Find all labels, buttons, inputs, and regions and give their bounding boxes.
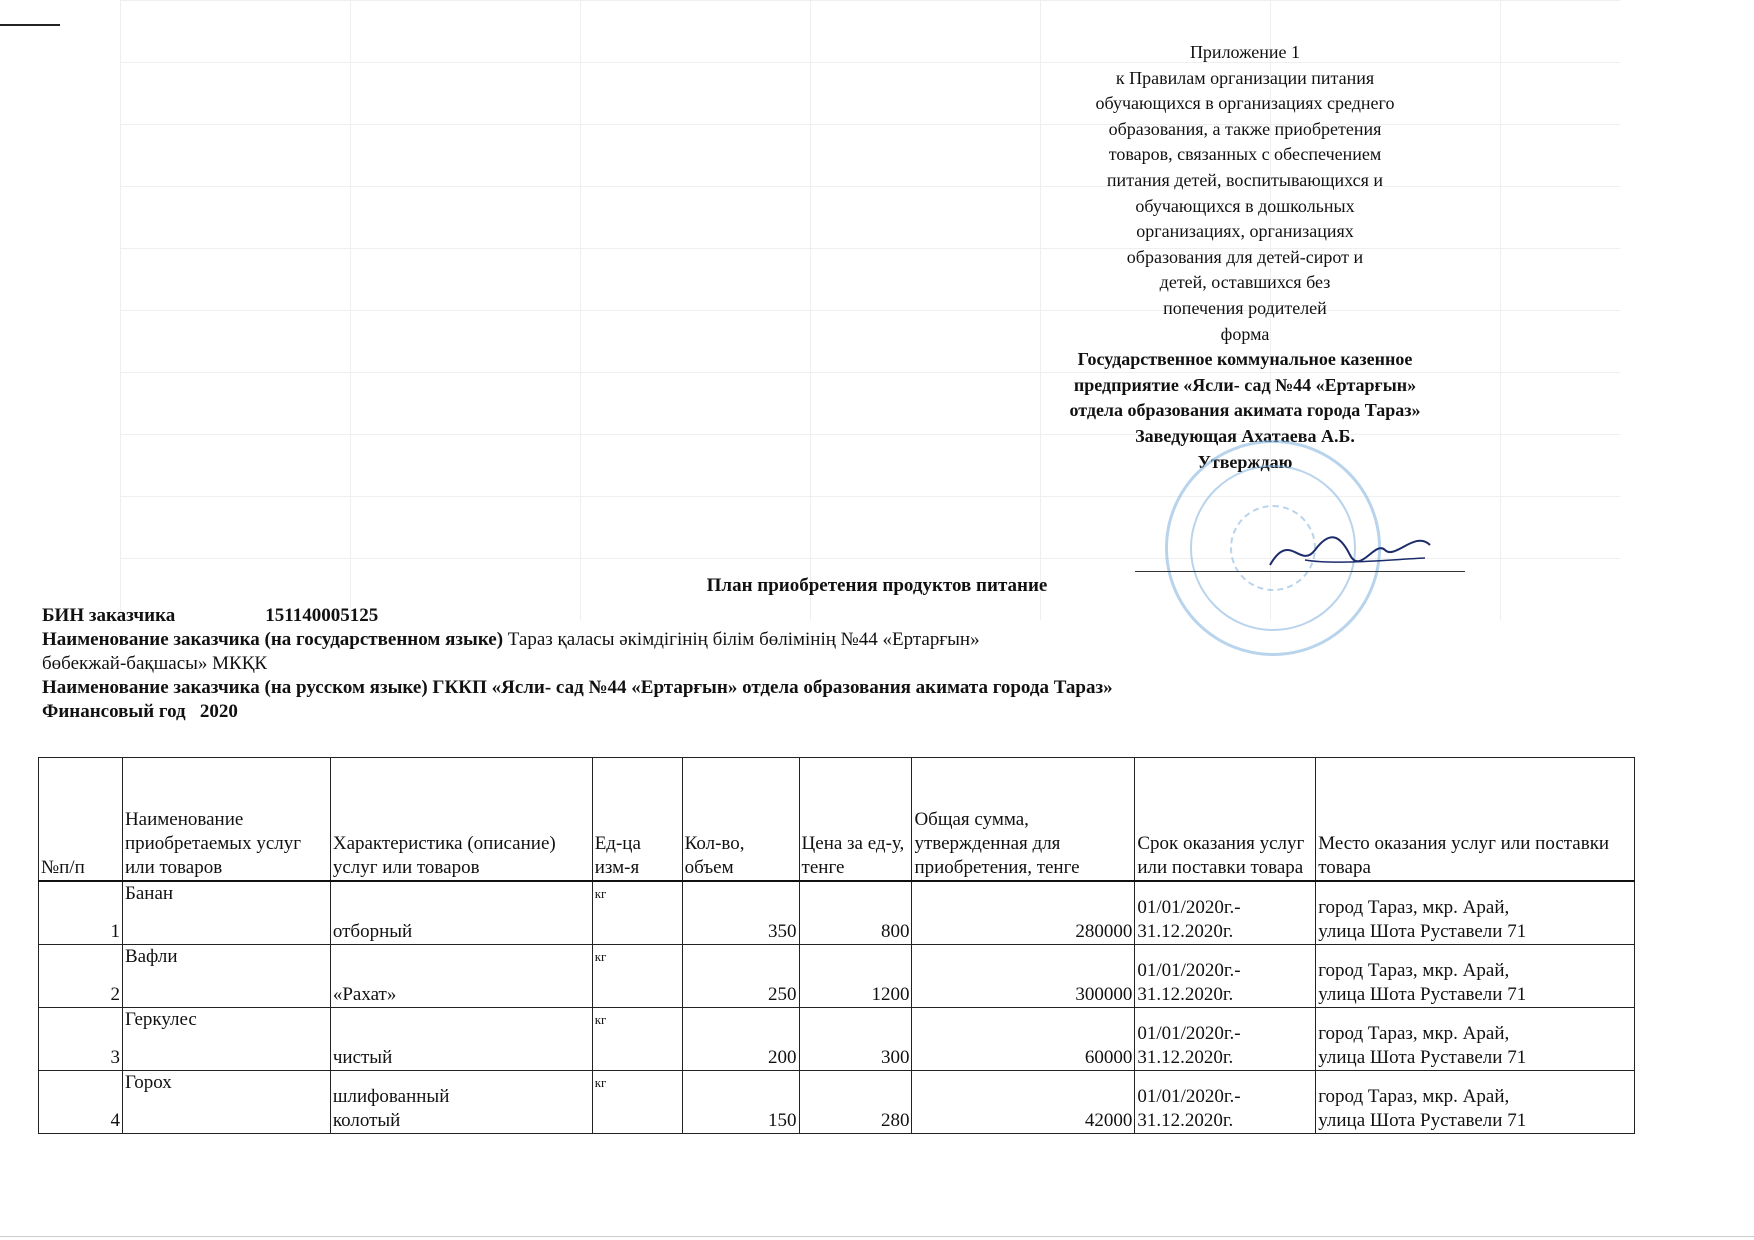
term-end: 31.12.2020г.	[1137, 1047, 1234, 1068]
head-name: Заведующая Ахатаева А.Б.	[1135, 425, 1355, 446]
table-header-row	[39, 758, 1635, 882]
fin-year-value: 2020	[199, 701, 238, 722]
term-start: 01/01/2020г.-	[1137, 960, 1241, 981]
form-label: форма	[1220, 323, 1270, 344]
term-start: 01/01/2020г.-	[1137, 1086, 1241, 1107]
table-row	[39, 881, 1635, 945]
term-start: 01/01/2020г.-	[1137, 897, 1241, 918]
cell-place	[1316, 881, 1635, 945]
annex-title: Приложение 1	[1189, 42, 1301, 62]
term-start: 01/01/2020г.-	[1137, 1023, 1241, 1044]
cell-price: 300	[799, 1008, 912, 1071]
col-header-price: Цена за ед-у, тенге	[799, 758, 912, 882]
cell-term	[1135, 1071, 1316, 1134]
name-state-line	[42, 628, 1482, 652]
cell-term	[1135, 881, 1316, 945]
cell-term	[1135, 1008, 1316, 1071]
procurement-table	[38, 757, 1635, 1134]
annex-line: обучающихся в дошкольных	[1135, 195, 1355, 216]
annex-line: товаров, связанных с обеспечением	[1108, 144, 1382, 165]
place-city: город Тараз, мкр. Арай,	[1318, 1023, 1510, 1044]
cell-sum: 60000	[912, 1008, 1135, 1071]
bin-value: 151140005125	[265, 605, 379, 626]
cell-place	[1316, 1071, 1635, 1134]
col-header-desc: Характеристика (описание) услуг или товаров	[330, 758, 592, 882]
fin-year-line	[42, 700, 1482, 724]
place-city: город Тараз, мкр. Арай,	[1318, 897, 1510, 918]
annex-line: обучающихся в организациях среднего	[1095, 93, 1395, 114]
name-state-label: Наименование заказчика (на государственном языке)	[42, 629, 504, 650]
annex-line: образования для детей-сирот и	[1126, 246, 1364, 267]
signature-line	[1135, 571, 1465, 572]
cell-num: 3	[39, 1008, 123, 1071]
cell-num: 4	[39, 1071, 123, 1134]
annex-line: попечения родителей	[1163, 297, 1327, 318]
col-header-place: Место оказания услуг или поставки товара	[1316, 758, 1635, 882]
cell-price: 800	[799, 881, 912, 945]
org-line: отдела образования акимата города Тараз»	[1069, 400, 1421, 421]
cell-place	[1316, 1008, 1635, 1071]
cell-unit: кг	[592, 881, 682, 945]
cell-qty: 200	[682, 1008, 799, 1071]
table-row	[39, 1071, 1635, 1134]
name-ru-label: Наименование заказчика (на русском языке)	[42, 677, 428, 698]
name-state-value-cont: бөбекжай-бақшасы» МКҚК	[42, 653, 268, 674]
cell-qty: 350	[682, 881, 799, 945]
col-header-sum: Общая сумма, утвержденная для приобретения, тенге	[912, 758, 1135, 882]
cell-desc: «Рахат»	[330, 945, 592, 1008]
cell-unit: кг	[592, 1071, 682, 1134]
cell-desc: отборный	[330, 881, 592, 945]
approval-block	[1020, 40, 1470, 475]
cell-num: 1	[39, 881, 123, 945]
plan-title: План приобретения продуктов питание	[706, 575, 1048, 596]
org-line: предприятие «Ясли- сад №44 «Ертарғын»	[1073, 374, 1417, 395]
name-state-line-2	[42, 652, 1482, 676]
desc-line: шлифованный	[332, 1086, 450, 1107]
place-street: улица Шота Руставели 71	[1318, 1047, 1527, 1068]
place-street: улица Шота Руставели 71	[1318, 984, 1527, 1005]
cell-name: Банан	[122, 881, 330, 945]
cell-name: Вафли	[122, 945, 330, 1008]
annex-line: образования, а также приобретения	[1108, 118, 1382, 139]
cell-name: Геркулес	[122, 1008, 330, 1071]
col-header-name: Наименование приобретаемых услуг или товаров	[122, 758, 330, 882]
cell-unit: кг	[592, 1008, 682, 1071]
bin-line	[42, 604, 1482, 628]
col-header-num: №п/п	[39, 758, 123, 882]
cell-price: 1200	[799, 945, 912, 1008]
place-street: улица Шота Руставели 71	[1318, 921, 1527, 942]
name-state-value: Тараз қаласы әкімдігінің білім бөлімінің №44 «Ертарғын»	[507, 629, 980, 650]
col-header-qty: Кол-во, объем	[682, 758, 799, 882]
term-end: 31.12.2020г.	[1137, 921, 1234, 942]
annex-line: питания детей, воспитывающихся и	[1106, 169, 1384, 190]
cell-sum: 280000	[912, 881, 1135, 945]
cell-qty: 250	[682, 945, 799, 1008]
name-ru-line	[42, 676, 1482, 700]
cell-sum: 42000	[912, 1071, 1135, 1134]
cell-price: 280	[799, 1071, 912, 1134]
annex-line: детей, оставшихся без	[1159, 272, 1331, 293]
place-city: город Тараз, мкр. Арай,	[1318, 960, 1510, 981]
table-row	[39, 1008, 1635, 1071]
cell-unit: кг	[592, 945, 682, 1008]
org-line: Государственное коммунальное казенное	[1077, 349, 1413, 370]
cell-qty: 150	[682, 1071, 799, 1134]
term-end: 31.12.2020г.	[1137, 1110, 1234, 1131]
table-row	[39, 945, 1635, 1008]
bottom-edge-line	[0, 1236, 1754, 1237]
desc-line: колотый	[332, 1110, 401, 1131]
place-street: улица Шота Руставели 71	[1318, 1110, 1527, 1131]
annex-line: организациях, организациях	[1136, 221, 1354, 242]
annex-line: к Правилам организации питания	[1115, 67, 1375, 88]
col-header-term: Срок оказания услуг или поставки товара	[1135, 758, 1316, 882]
top-edge-line	[0, 24, 60, 26]
cell-desc: чистый	[330, 1008, 592, 1071]
cell-desc	[330, 1071, 592, 1134]
fin-year-label: Финансовый год	[42, 701, 186, 722]
place-city: город Тараз, мкр. Арай,	[1318, 1086, 1510, 1107]
cell-term	[1135, 945, 1316, 1008]
cell-place	[1316, 945, 1635, 1008]
cell-name: Горох	[122, 1071, 330, 1134]
cell-sum: 300000	[912, 945, 1135, 1008]
term-end: 31.12.2020г.	[1137, 984, 1234, 1005]
name-ru-value: ГККП «Ясли- сад №44 «Ертарғын» отдела образования акимата города Тараз»	[432, 677, 1113, 698]
bin-label: БИН заказчика	[42, 605, 176, 626]
cell-num: 2	[39, 945, 123, 1008]
col-header-unit: Ед-ца изм-я	[592, 758, 682, 882]
approve-label: Утверждаю	[1197, 451, 1293, 472]
